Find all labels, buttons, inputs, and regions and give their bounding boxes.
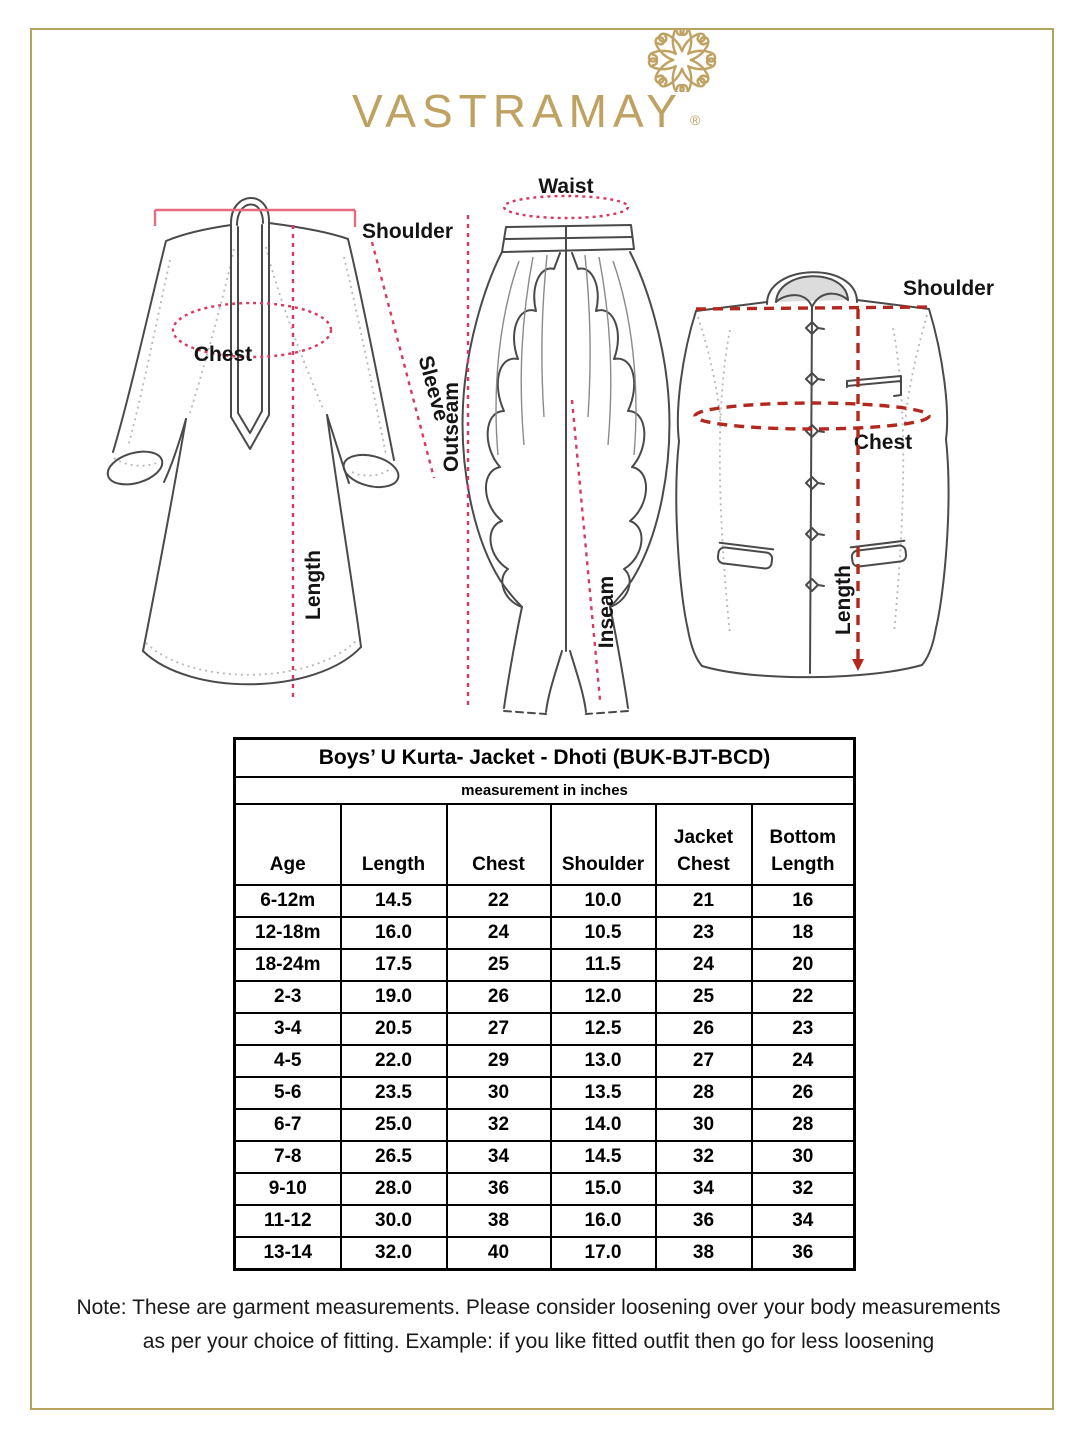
table-cell: 26 [447, 981, 551, 1013]
kurta-chest-label: Chest [193, 343, 253, 366]
column-header-length: Length [341, 804, 447, 885]
table-cell: 16.0 [341, 917, 447, 949]
table-cell: 18 [752, 917, 855, 949]
table-cell: 2-3 [235, 981, 341, 1013]
table-row [235, 885, 855, 917]
table-cell: 34 [447, 1141, 551, 1173]
column-header-bottom-length: Bottom Length [752, 804, 855, 885]
kurta-sleeve-label: Sleeve [413, 353, 454, 424]
table-cell: 20.5 [341, 1013, 447, 1045]
dhoti-waist-measure-line [504, 196, 628, 218]
dhoti-inseam-label: Inseam [595, 575, 618, 649]
table-cell: 34 [656, 1173, 752, 1205]
table-row [235, 949, 855, 981]
brand-flower-icon [646, 28, 718, 92]
table-cell: 30.0 [341, 1205, 447, 1237]
table-row [235, 1077, 855, 1109]
table-cell: 3-4 [235, 1013, 341, 1045]
table-row [235, 917, 855, 949]
table-header-row [235, 804, 855, 885]
table-cell: 23.5 [341, 1077, 447, 1109]
table-subtitle-row [235, 777, 855, 804]
jacket-diagram [676, 272, 994, 677]
table-cell: 32 [447, 1109, 551, 1141]
kurta-diagram [104, 198, 453, 697]
table-cell: 32 [752, 1173, 855, 1205]
table-row [235, 1237, 855, 1270]
table-cell: 22.0 [341, 1045, 447, 1077]
table-cell: 6-7 [235, 1109, 341, 1141]
jacket-chest-label: Chest [853, 431, 913, 454]
table-cell: 12.5 [551, 1013, 656, 1045]
note-line-2: as per your choice of fitting. Example: if you like fitted outfit then go for less loosening [142, 1330, 935, 1353]
table-cell: 32 [656, 1141, 752, 1173]
table-cell: 10.5 [551, 917, 656, 949]
table-cell: 26 [656, 1013, 752, 1045]
jacket-length-label: Length [832, 565, 855, 635]
table-cell: 34 [752, 1205, 855, 1237]
table-cell: 19.0 [341, 981, 447, 1013]
table-cell: 32.0 [341, 1237, 447, 1270]
table-cell: 24 [447, 917, 551, 949]
table-cell: 28 [656, 1077, 752, 1109]
table-cell: 12-18m [235, 917, 341, 949]
dhoti-inseam-measure-line [572, 400, 600, 700]
brand-wordmark: VASTRAMAY [352, 85, 683, 137]
table-cell: 14.0 [551, 1109, 656, 1141]
table-cell: 5-6 [235, 1077, 341, 1109]
column-header-chest: Chest [447, 804, 551, 885]
table-cell: 30 [447, 1077, 551, 1109]
size-table-body [235, 885, 855, 1270]
table-cell: 21 [656, 885, 752, 917]
table-cell: 22 [447, 885, 551, 917]
dhoti-diagram [440, 175, 669, 714]
table-cell: 17.5 [341, 949, 447, 981]
garment-measurement-diagrams [30, 165, 1054, 740]
dhoti-waist-label: Waist [538, 175, 594, 198]
table-cell: 26.5 [341, 1141, 447, 1173]
table-row [235, 981, 855, 1013]
table-title-row [235, 739, 855, 778]
table-cell: 23 [752, 1013, 855, 1045]
table-cell: 36 [752, 1237, 855, 1270]
registered-trademark-icon: ® [690, 112, 701, 128]
table-cell: 13.0 [551, 1045, 656, 1077]
note-text [55, 1291, 1022, 1359]
table-row [235, 1173, 855, 1205]
column-header-jacket-chest: Jacket Chest [656, 804, 752, 885]
table-cell: 25 [447, 949, 551, 981]
table-row [235, 1141, 855, 1173]
note-line-1: Note: These are garment measurements. Please consider loosening over your body measurements [76, 1296, 1001, 1319]
table-cell: 36 [656, 1205, 752, 1237]
table-cell: 30 [656, 1109, 752, 1141]
table-cell: 6-12m [235, 885, 341, 917]
column-header-age: Age [235, 804, 341, 885]
table-cell: 12.0 [551, 981, 656, 1013]
table-cell: 36 [447, 1173, 551, 1205]
table-cell: 7-8 [235, 1141, 341, 1173]
table-cell: 27 [447, 1013, 551, 1045]
table-cell: 28 [752, 1109, 855, 1141]
table-cell: 11.5 [551, 949, 656, 981]
kurta-length-label: Length [302, 550, 325, 620]
table-cell: 26 [752, 1077, 855, 1109]
table-cell: 4-5 [235, 1045, 341, 1077]
column-header-shoulder: Shoulder [551, 804, 656, 885]
dhoti-outseam-label: Outseam [440, 382, 463, 472]
table-cell: 29 [447, 1045, 551, 1077]
kurta-shoulder-measure-line [155, 210, 355, 227]
size-chart-table [233, 737, 856, 1271]
table-cell: 38 [447, 1205, 551, 1237]
table-row [235, 1013, 855, 1045]
table-cell: 16.0 [551, 1205, 656, 1237]
table-cell: 38 [656, 1237, 752, 1270]
table-cell: 13-14 [235, 1237, 341, 1270]
kurta-shoulder-label: Shoulder [362, 220, 454, 243]
table-cell: 20 [752, 949, 855, 981]
table-row [235, 1109, 855, 1141]
table-cell: 27 [656, 1045, 752, 1077]
table-row [235, 1045, 855, 1077]
jacket-welt-pocket [847, 376, 901, 396]
size-chart-subtitle: measurement in inches [235, 777, 855, 804]
table-cell: 13.5 [551, 1077, 656, 1109]
table-cell: 24 [752, 1045, 855, 1077]
table-cell: 25.0 [341, 1109, 447, 1141]
table-cell: 9-10 [235, 1173, 341, 1205]
table-cell: 22 [752, 981, 855, 1013]
jacket-shoulder-label: Shoulder [903, 277, 995, 300]
table-cell: 14.5 [341, 885, 447, 917]
table-cell: 25 [656, 981, 752, 1013]
table-cell: 18-24m [235, 949, 341, 981]
table-cell: 23 [656, 917, 752, 949]
table-cell: 28.0 [341, 1173, 447, 1205]
jacket-buttons [806, 322, 824, 591]
table-cell: 10.0 [551, 885, 656, 917]
table-cell: 15.0 [551, 1173, 656, 1205]
table-cell: 40 [447, 1237, 551, 1270]
table-row [235, 1205, 855, 1237]
size-chart-title: Boys’ U Kurta- Jacket - Dhoti (BUK-BJT-BCD) [235, 739, 855, 778]
table-cell: 16 [752, 885, 855, 917]
table-cell: 30 [752, 1141, 855, 1173]
table-cell: 14.5 [551, 1141, 656, 1173]
jacket-left-pocket [717, 543, 773, 569]
table-cell: 17.0 [551, 1237, 656, 1270]
table-cell: 11-12 [235, 1205, 341, 1237]
table-cell: 24 [656, 949, 752, 981]
